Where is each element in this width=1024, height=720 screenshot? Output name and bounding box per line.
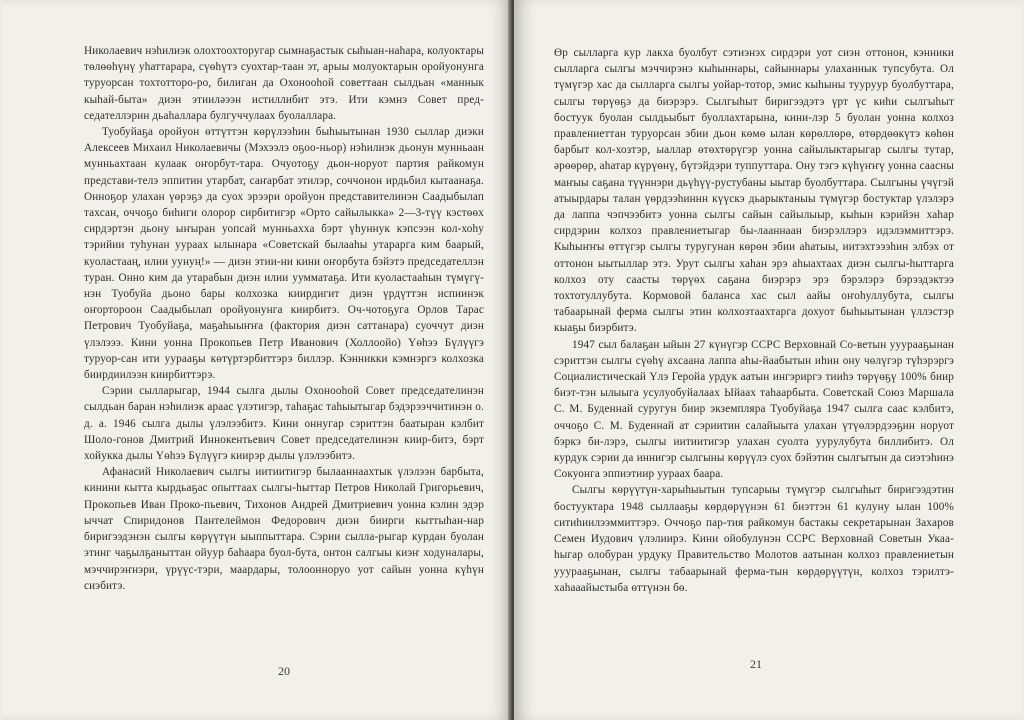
right-page-text [554,45,954,596]
left-page-text [84,43,484,594]
paragraph: Николаевич нэһилиэк олохтоохторугар сымнаҕастык сыһыан-наһара, колуоктары төлөөһүнү уhаттарара, сүөһүтэ суохтар-таан эт, арыы молуоктарын оройуонунга туруорсан тохтотторо-ро, билиган да Охонооһой советтаан сылдьан «маннык кыhай-быта» диэн этииләээн истиллибит этэ. Ити кэмнэ Совет пред-седателлэрин дьаhаллара булгуччулаах буолаллара. [84,45,484,122]
paragraph: Афанасий Николаевич сылгы иитиитигэр былааннаахтык үлэлээн барбыта, кинини кытта кырдьаҕас опыттаах сылгы-һыттар Петров Николай Григорьевич, Прокопьев Иван Проко-пьевич, Тихонов Андрей Дмитриевич уонна кэлин эдэр ыччат Спиридонов Пантелеймон Федорович диэн биирги кыттыһан-нар биригээдэнэн сылгы көрүүтүн ыыппыттара. Сэрии сылла-рыгар курдан буолан этинг чаҕылҕаныттан ойуур баhаара буол-бута, онтон салгыы киэҥ ходуналары, мэччирэҥнэри, үрүүс-тэри, маардары, толоонноруо уот сайын уонна күһүн сиэбитэ. [84,466,484,592]
paragraph: Өр сылларга кур лакха буолбут сэтиэнэх сирдэри уот сиэн оттонон, кэнники сылларга сылгы мэччирэнэ кыhыннары, сайыннары улаханнык тупсубута. Ол түмүгэр хас да сылларга сылгы уойар-тотор, эмис кыһыны тууруур буолбуттара, сылгы төрүөҕэ да биэрэрэ. Сылгыһыт биригээдэтэ үрт үс киһи сылгыһыт бостуук буолан сылдьыбыт буоллахтарына, кини-лэр 5 буолан уонна колхоз правлениеттан туруорсан эбии дьон көмө ылан көрөллөрө, өтөрдөөкүтэ көһөн барбыт кол-хозтэр, ыаллар өтөхтөрүгэр уонна сайылыктарыгар сылгы тутар, әрөөрөр, аһатар күрүөнү, бүтэйдэри туппуттара. Ону тэгэ күһүҥҥү уонна саасны маҥыы саҕана түүннэри дьүһүү-рустубаны ыытар буолбуттара. Сылгыны үчүгэй атыырдары талан үөрдээһиннн күүскэ дьарыктаныы түмүгэр бостуктар үлэлэрэ да лаппа чэпчээбитэ уонна сылгы сайын сайылыыр, кыһын кэрийэн хаһар сирдэрин колхоз правлениетыгар бы-лааннаан биэрэллэрэ идэлэммиттэрэ. Кыһыҥҥы өттүгэр сылгы туругунан көрөн эбии аһатыы, иитэхтэээһин элбэх от оттонон ыытыллар этэ. Урут сылгы хаһан эрэ аһыахтаах диэн сылгы-һыттарга колхоз оту саасты төрүөх саҕана биэрэрэ эрэ бэрэлэрэ бэрээдэктээ тохтотуллубута. Кормовой баланса хас сыл аайы оҥоһуллубута, сылгы табаарынай ферма сылгы этин колхозтаахтарга дохуот быһыытынан үллэстэр кыаҕы биэрбитэ. [554,47,954,335]
page-number: 21 [750,657,762,671]
paragraph: Сэрии сылларыгар, 1944 сылга дылы Охонооһой Совет председателинэн сылдьан баран нэһилиэк араас үлэтигэр, таһаҕас таһыытыгар бэдэрээччитинэн о. д. а. 1946 сылга дылы үлэлээбитэ. Кини оннугар сэриттэн баатыран кэлбит Шоло-гонов Дмитрий Иннокентьевич Совет председателинэн киир-битэ, бэрт хойукка дылы Үөһээ Бүлүүгэ киирэр дылы үлэлээбитэ. [84,385,484,463]
paragraph: 1947 сыл балаҕан ыйын 27 күнүгэр ССРС Верховнай Со-ветын ууураaҕынан сэриттэн сылгы сүөһү ахсаана лаппа аһы-йаабытын иһин ону чөлүгэр түһэрэргэ Социалистическай Үлэ Геройа урдук аатын ингэриргэ тииһэ төрүөҕү 100% биир биэт-тэн ылыыга усулуобуйалаах Ыйаах таһаарбыта. Советскай Союз Маршала С. М. Буденнай суругун биир экземпляра Туобуйаҕа 1947 сылга саас кэлбитэ, оччоҕо С. М. Буденнай ат сэриитин салайыыта улахан үтүөлэрдээҕин норуот бэркэ би-лэрэ, сылгы иитиитигэр улахан суолта уурулубута биллибитэ. Ол курдук сэрии да иннигэр сылгыны көрүүлэ суох бэйэтин сылгытын да сиэтэһинэ Сокуонга эппиэтиир уураах баара. [554,338,954,481]
left-page [2,0,512,720]
right-page [514,0,1022,720]
paragraph: Сылгы көрүүтүн-харыһыытын тупсарыы түмүгэр сылгыһыт биригээдэтин бостууктара 1948 сыллааҕы көрдөрүүнэн 61 биэттэн 61 кулуну ылан 100% ситиһиилээммиттэрэ. Оччоҕо пар-тия райкомун бастакы секретарынан Захаров Семен Иудович үлэлиирэ. Кини ойобулунэн ССРС Верховнай Советын Укаа-һыгар олобуран урдуку Правительство Молотов аатынан колхоз правлениетын ууураaҕынан, сылгы табаарынай ферма-тын көрдөрүүтүн, колхоз тэрилтэ-хаһааайыстыба өттүнэн бө. [554,484,954,594]
page-number: 20 [278,664,290,678]
paragraph: Туобуйаҕа оройуон өттүттэн көрүлээһин быһыытынан 1930 сыллар диэки Алексеев Михаил Николаевичы (Мэхээлэ оҕоо-ньор) нэһилиэк дьонун мунньаан мунньахтаан кулаак оҥорбут-тара. Очуотоҕу дьон-норуот партия райкомун представи-телэ эппитин утарбат, саҥарбат этилэр, соччонон ирдьбил кытаанаҕа. Онноҕор улахан үөрэҕэ да суох эрээри оройуон представителинэн Саадыбылап тахсан, оччоҕо биһиги олорор сирбитигэр «Орто сайылыкка» 2—3-түү кэстөөх сирдэртэн дьону ыҥыран уопсай мунньахха бэрт үһуннук кэпсээн кол-хоһу тэрийии туһунан уураах ылынара «Советскай былааhы утарарга ким баарый, куоластааң, илии уунуң!» — диэн этии-ни кини оҥорбута бэйэтэ председателлэн туран. Онно ким да утарабын диэн илии уумматаҕа. Ити куоластааһын түмүгү-нэн Туобуйа дьоно бары колхозка киирдигит диэн үрдүттэн испиинэк оҥортороон Саадыбылап оройуонунга киирбитэ. Оч-чотоҕуга Орлов Тарас Петрович Туобуйаҕа, маҕаһыыҥҥа (фактория диэн саттанара) суоччут диэн үлэлэээ. Кини уонна Прокопьев Петр Иванович (Холлоойо) Үөһээ Бүлүүгэ туруор-сан ити уураaҕы көтүртэрбиттэрэ биллэр. Кэнникки кэмнэргэ колхозка биирдиилээн киирбиттэрэ. [84,126,484,382]
